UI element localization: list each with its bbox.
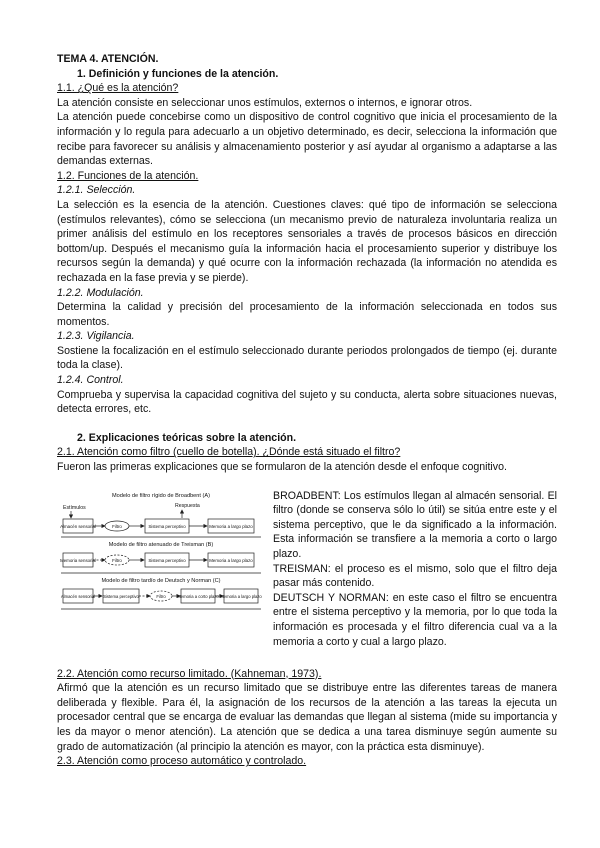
- model-c-long-term-memory: Memoria a largo plazo: [220, 593, 262, 599]
- model-b-long-term-memory: Memoria a largo plazo: [209, 557, 253, 563]
- filter-models-diagram: [57, 489, 265, 639]
- subsection-1-1-heading: 1.1. ¿Qué es la atención?: [57, 82, 179, 95]
- model-c-filter: Filtro: [156, 593, 166, 599]
- paragraph: Sostiene la focalización en el estímulo seleccionado durante periodos prolongados de tiempo (ej. durante toda la clase).: [57, 344, 557, 372]
- subsection-1-2-heading: 1.2. Funciones de la atención.: [57, 169, 199, 182]
- paragraph: Determina la calidad y precisión del procesamiento de la información seleccionada en todos sus momentos.: [57, 301, 557, 328]
- filter-models-description: [273, 489, 557, 650]
- subsection-2-1-heading: 2.1. Atención como filtro (cuello de botella). ¿Dónde está situado el filtro?: [57, 446, 401, 459]
- filter-models-block: [57, 489, 557, 667]
- model-a-title: Modelo de filtro rígido de Broadbent (A): [112, 492, 210, 499]
- deutsch-norman-text: DEUTSCH Y NORMAN: en este caso el filtro se encuentra entre el sistema perceptivo y la memoria, por lo que toda la información es procesada y el filtro diferencia cual va a la memoria a corto y cual a largo plazo.: [273, 591, 557, 648]
- control-heading: 1.2.4. Control.: [57, 374, 124, 387]
- subsection-2-3-heading: 2.3. Atención como proceso automático y controlado.: [57, 755, 307, 768]
- paragraph: Afirmó que la atención es un recurso limitado que se distribuye entre las diferentes tareas de manera deliberada y flexible. Para él, la asignación de los recursos de la atención a las tareas la ejecuta un procesador central que se encarga de evaluar las demandas que llegan al sistema (mide su importancia y les da mayor o menor atención). La atención que se dedica a una tarea disminuye según aumente su grado de automatización (al principio la atención es mayor, con la práctica esta disminuye).: [57, 682, 557, 753]
- modulacion-heading: 1.2.2. Modulación.: [57, 286, 144, 299]
- document-page: [57, 52, 557, 769]
- doc-title: TEMA 4. ATENCIÓN.: [57, 53, 159, 65]
- paragraph: La atención consiste en seleccionar unos estímulos, externos o internos, e ignorar otros.: [57, 96, 473, 109]
- section-1-heading: 1. Definición y funciones de la atención.: [77, 67, 279, 80]
- paragraph: La atención puede concebirse como un dispositivo de control cognitivo que inicia el procesamiento de la información y lo regula para adecuarlo a un objetivo determinado, es decir, selecciona la información que recibe para favorecer su análisis y almacenamiento posterior y así ayudar al organismo a adaptarse a las demandas externas.: [57, 111, 557, 168]
- paragraph: Comprueba y supervisa la capacidad cognitiva del sujeto y su conducta, alerta sobre situaciones nuevas, detecta errores, etc.: [57, 388, 557, 416]
- model-b-title: Modelo de filtro atenuado de Treisman (B): [108, 541, 214, 548]
- model-a-filter: Filtro: [112, 523, 122, 529]
- model-c-title: Modelo de filtro tardío de Deutsch y Norman (C): [101, 577, 221, 584]
- subsection-2-2-heading: 2.2. Atención como recurso limitado. (Kahneman, 1973).: [57, 667, 322, 680]
- model-b-perceptual-system: Sistema perceptivo: [148, 557, 186, 563]
- model-b-sensory-memory: Memoria sensorial: [60, 557, 96, 563]
- seleccion-heading: 1.2.1. Selección.: [57, 184, 136, 197]
- paragraph: La selección es la esencia de la atención. Cuestiones claves: qué tipo de información se selecciona (estímulos relevantes), cómo se selecciona (un mecanismo previo de naturaleza involuntaria realiza un primer análisis del estímulo en los receptores sensoriales a través de procesos básicos en dirección bottom/up. Después el mecanismo guía la información hacia el procesamiento superior y distribuye los recursos según la demanda) y qué ocurre con la información rechazada (la información no atendida es rechazada en la fase previa y se pierde).: [57, 198, 557, 284]
- vigilancia-heading: 1.2.3. Vigilancia.: [57, 330, 135, 343]
- model-a-perceptual-system: Sistema perceptivo: [148, 523, 186, 529]
- model-c-sensory-store: Almacén sensorial: [60, 593, 96, 599]
- model-b-filter: Filtro: [112, 557, 122, 563]
- paragraph: Fueron las primeras explicaciones que se formularon de la atención desde el enfoque cognitivo.: [57, 461, 507, 474]
- section-2-heading: 2. Explicaciones teóricas sobre la atención.: [77, 431, 297, 444]
- treisman-text: TREISMAN: el proceso es el mismo, solo que el filtro deja pasar más contenido.: [273, 562, 557, 590]
- model-c-short-term-memory: Memoria a corto plazo: [177, 593, 219, 599]
- model-a-sensory-store: Almacén sensorial: [60, 523, 96, 529]
- model-c-perceptual-system: Sistema perceptivo: [103, 593, 139, 599]
- model-a-response-label: Respuesta: [175, 502, 200, 509]
- model-a-long-term-memory: Memoria a largo plazo: [209, 523, 253, 529]
- broadbent-text: BROADBENT: Los estímulos llegan al almacén sensorial. El filtro (donde se conserva sólo lo útil) se sitúa entre este y el sistema perceptivo, que le da significado a la información. Esta información se transfiere a la memoria a corto o largo plazo.: [273, 489, 557, 560]
- model-a-stimuli-label: Estímulos: [63, 504, 86, 511]
